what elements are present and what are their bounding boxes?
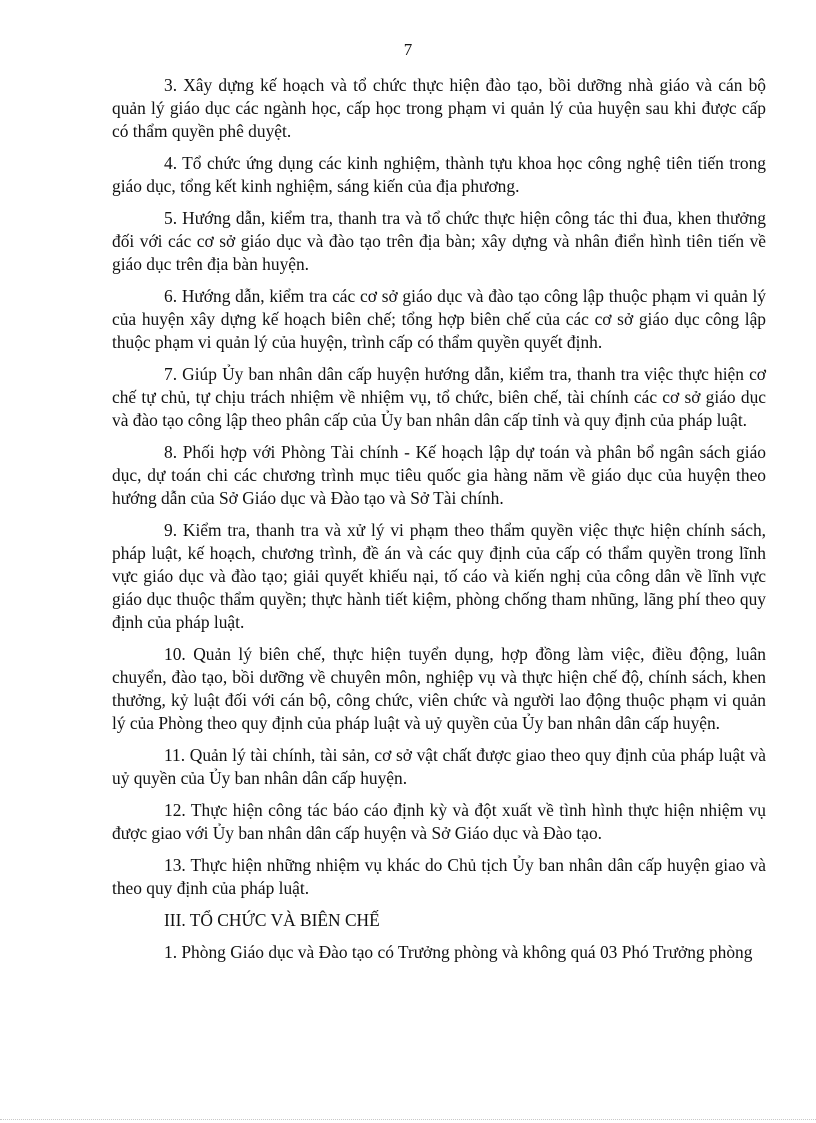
paragraph-item-7: 7. Giúp Ủy ban nhân dân cấp huyện hướng dẫn, kiểm tra, thanh tra việc thực hiện cơ chế tự chủ, tự chịu trách nhiệm về nhiệm vụ, tổ chức, biên chế, tài chính các cơ sở giáo dục và đào tạo công lập theo phân cấp của Ủy ban nhân dân cấp tỉnh và quy định của pháp luật.	[112, 364, 766, 430]
paragraph-item-11: 11. Quản lý tài chính, tài sản, cơ sở vật chất được giao theo quy định của pháp luật và uỷ quyền của Ủy ban nhân dân cấp huyện.	[112, 745, 766, 788]
paragraph-item-4: 4. Tổ chức ứng dụng các kinh nghiệm, thành tựu khoa học công nghệ tiên tiến trong giáo dục, tổng kết kinh nghiệm, sáng kiến của địa phương.	[112, 153, 766, 196]
page-number: 7	[403, 40, 413, 59]
section-heading: III. TỔ CHỨC VÀ BIÊN CHẾ	[164, 910, 380, 930]
paragraph-item-6: 6. Hướng dẫn, kiểm tra các cơ sở giáo dục và đào tạo công lập thuộc phạm vi quản lý của huyện xây dựng kế hoạch biên chế; tổng hợp biên chế của các cơ sở giáo dục công lập thuộc phạm vi quản lý của huyện, trình cấp có thẩm quyền quyết định.	[112, 286, 766, 352]
page-bottom-divider	[0, 1119, 816, 1120]
paragraph-item-12: 12. Thực hiện công tác báo cáo định kỳ và đột xuất về tình hình thực hiện nhiệm vụ được giao với Ủy ban nhân dân cấp huyện và Sở Giáo dục và Đào tạo.	[112, 800, 766, 843]
paragraph-item-3: 3. Xây dựng kế hoạch và tổ chức thực hiện đào tạo, bồi dưỡng nhà giáo và cán bộ quản lý giáo dục các ngành học, cấp học trong phạm vi quản lý của huyện sau khi được cấp có thẩm quyền phê duyệt.	[112, 75, 766, 141]
paragraph-organization-1: 1. Phòng Giáo dục và Đào tạo có Trưởng phòng và không quá 03 Phó Trưởng phòng	[164, 942, 753, 962]
paragraph-item-9: 9. Kiểm tra, thanh tra và xử lý vi phạm theo thẩm quyền việc thực hiện chính sách, pháp luật, kế hoạch, chương trình, đề án và các quy định của cấp có thẩm quyền trong lĩnh vực giáo dục và đào tạo; giải quyết khiếu nại, tố cáo và kiến nghị của công dân về lĩnh vực giáo dục thuộc thẩm quyền; thực hành tiết kiệm, phòng chống tham nhũng, lãng phí theo quy định của pháp luật.	[112, 520, 766, 632]
document-body	[112, 74, 766, 973]
paragraph-item-10: 10. Quản lý biên chế, thực hiện tuyển dụng, hợp đồng làm việc, điều động, luân chuyển, đào tạo, bồi dưỡng về chuyên môn, nghiệp vụ và thực hiện chế độ, chính sách, khen thưởng, kỷ luật đối với cán bộ, công chức, viên chức và người lao động thuộc phạm vi quản lý của Phòng theo quy định của pháp luật và uỷ quyền của Ủy ban nhân dân cấp huyện.	[112, 644, 766, 733]
paragraph-item-5: 5. Hướng dẫn, kiểm tra, thanh tra và tổ chức thực hiện công tác thi đua, khen thưởng đối với các cơ sở giáo dục và đào tạo trên địa bàn; xây dựng và nhân điển hình tiên tiến về giáo dục trên địa bàn huyện.	[112, 208, 766, 274]
paragraph-item-13: 13. Thực hiện những nhiệm vụ khác do Chủ tịch Ủy ban nhân dân cấp huyện giao và theo quy định của pháp luật.	[112, 855, 766, 898]
paragraph-item-8: 8. Phối hợp với Phòng Tài chính - Kế hoạch lập dự toán và phân bổ ngân sách giáo dục, dự toán chi các chương trình mục tiêu quốc gia hàng năm về giáo dục của huyện theo hướng dẫn của Sở Giáo dục và Đào tạo và Sở Tài chính.	[112, 442, 766, 508]
